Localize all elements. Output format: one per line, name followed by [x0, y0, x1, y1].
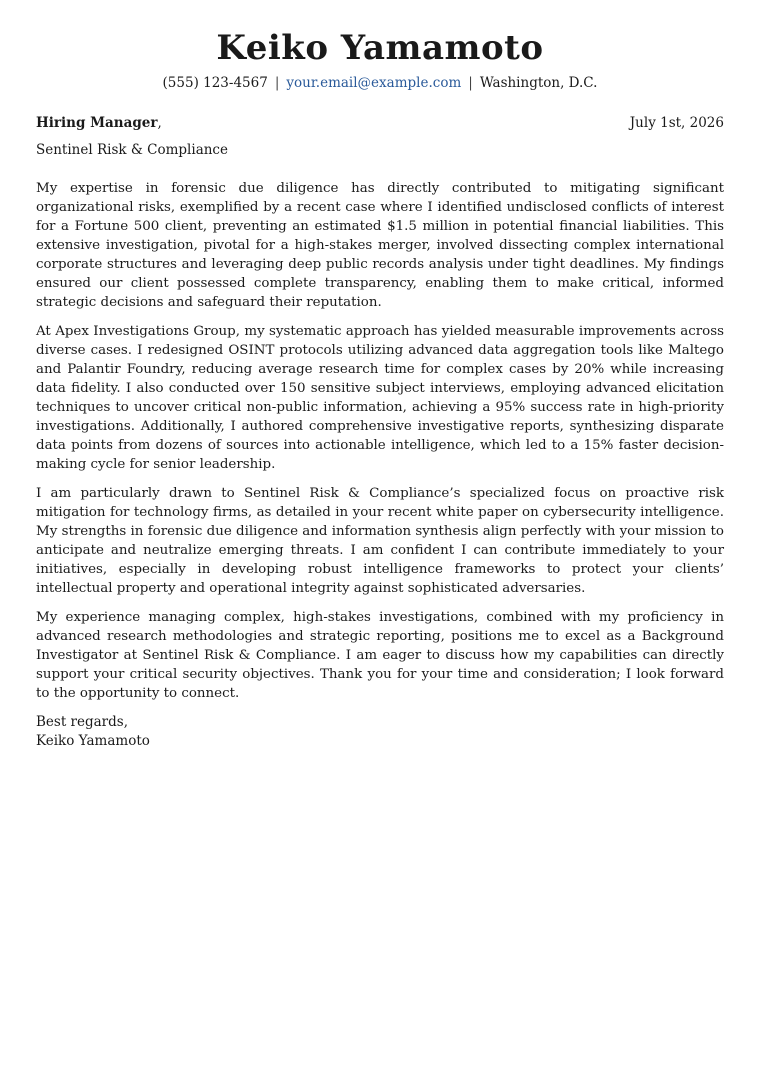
contact-line	[36, 74, 724, 92]
closing-signature: Keiko Yamamoto	[36, 733, 150, 749]
letter-date: July 1st, 2026	[629, 115, 724, 131]
location: Washington, D.C.	[479, 75, 598, 91]
recipient-title-comma: ,	[157, 115, 162, 131]
body-paragraph: My expertise in forensic due diligence has directly contributed to mitigating significant organizational risks, exemplified by a recent case where I identified undisclosed conflicts of interest for a Fortune 500 client, preventing an estimated $1.5 million in potential financial liabilities. This extensive investigation, pivotal for a high-stakes merger, involved dissecting complex international corporate structures and leveraging deep public records analysis under tight deadlines. My findings ensured our client possessed complete transparency, enabling them to make critical, informed strategic decisions and safeguard their reputation.	[36, 181, 724, 310]
contact-separator: |	[468, 75, 473, 91]
email-link[interactable]: your.email@example.com	[286, 75, 462, 91]
body-paragraph: My experience managing complex, high-stakes investigations, combined with my proficiency in advanced research methodologies and strategic reporting, positions me to excel as a Background Investigator at Sentinel Risk & Compliance. I am eager to discuss how my capabilities can directly support your critical security objectives. Thank you for your time and consideration; I look forward to the opportunity to connect.	[36, 610, 724, 701]
applicant-name: Keiko Yamamoto	[216, 28, 544, 68]
body-paragraph: At Apex Investigations Group, my systematic approach has yielded measurable improvements across diverse cases. I redesigned OSINT protocols utilizing advanced data aggregation tools like Maltego and Palantir Foundry, reducing average research time for complex cases by 20% while increasing data fidelity. I also conducted over 150 sensitive subject interviews, employing advanced elicitation techniques to uncover critical non-public information, achieving a 95% success rate in high-priority investigations. Additionally, I authored comprehensive investigative reports, synthesizing disparate data points from dozens of sources into actionable intelligence, which led to a 15% faster decision-making cycle for senior leadership.	[36, 324, 724, 472]
recipient-title: Hiring Manager	[36, 115, 158, 131]
letter-body	[36, 179, 724, 703]
letter-closing	[36, 713, 724, 751]
recipient-line	[36, 114, 162, 132]
body-paragraph: I am particularly drawn to Sentinel Risk & Compliance’s specialized focus on proactive risk mitigation for technology firms, as detailed in your recent white paper on cybersecurity intelligence. My strengths in forensic due diligence and information synthesis align perfectly with your mission to anticipate and neutralize emerging threats. I am confident I can contribute immediately to your initiatives, especially in developing robust intelligence frameworks to protect your clients’ intellectual property and operational integrity against sophisticated adversaries.	[36, 486, 724, 596]
recipient-company: Sentinel Risk & Compliance	[36, 142, 228, 158]
phone-number: (555) 123-4567	[162, 75, 268, 91]
letter-meta	[36, 114, 724, 132]
contact-separator: |	[274, 75, 280, 91]
closing-salutation: Best regards,	[36, 714, 129, 730]
